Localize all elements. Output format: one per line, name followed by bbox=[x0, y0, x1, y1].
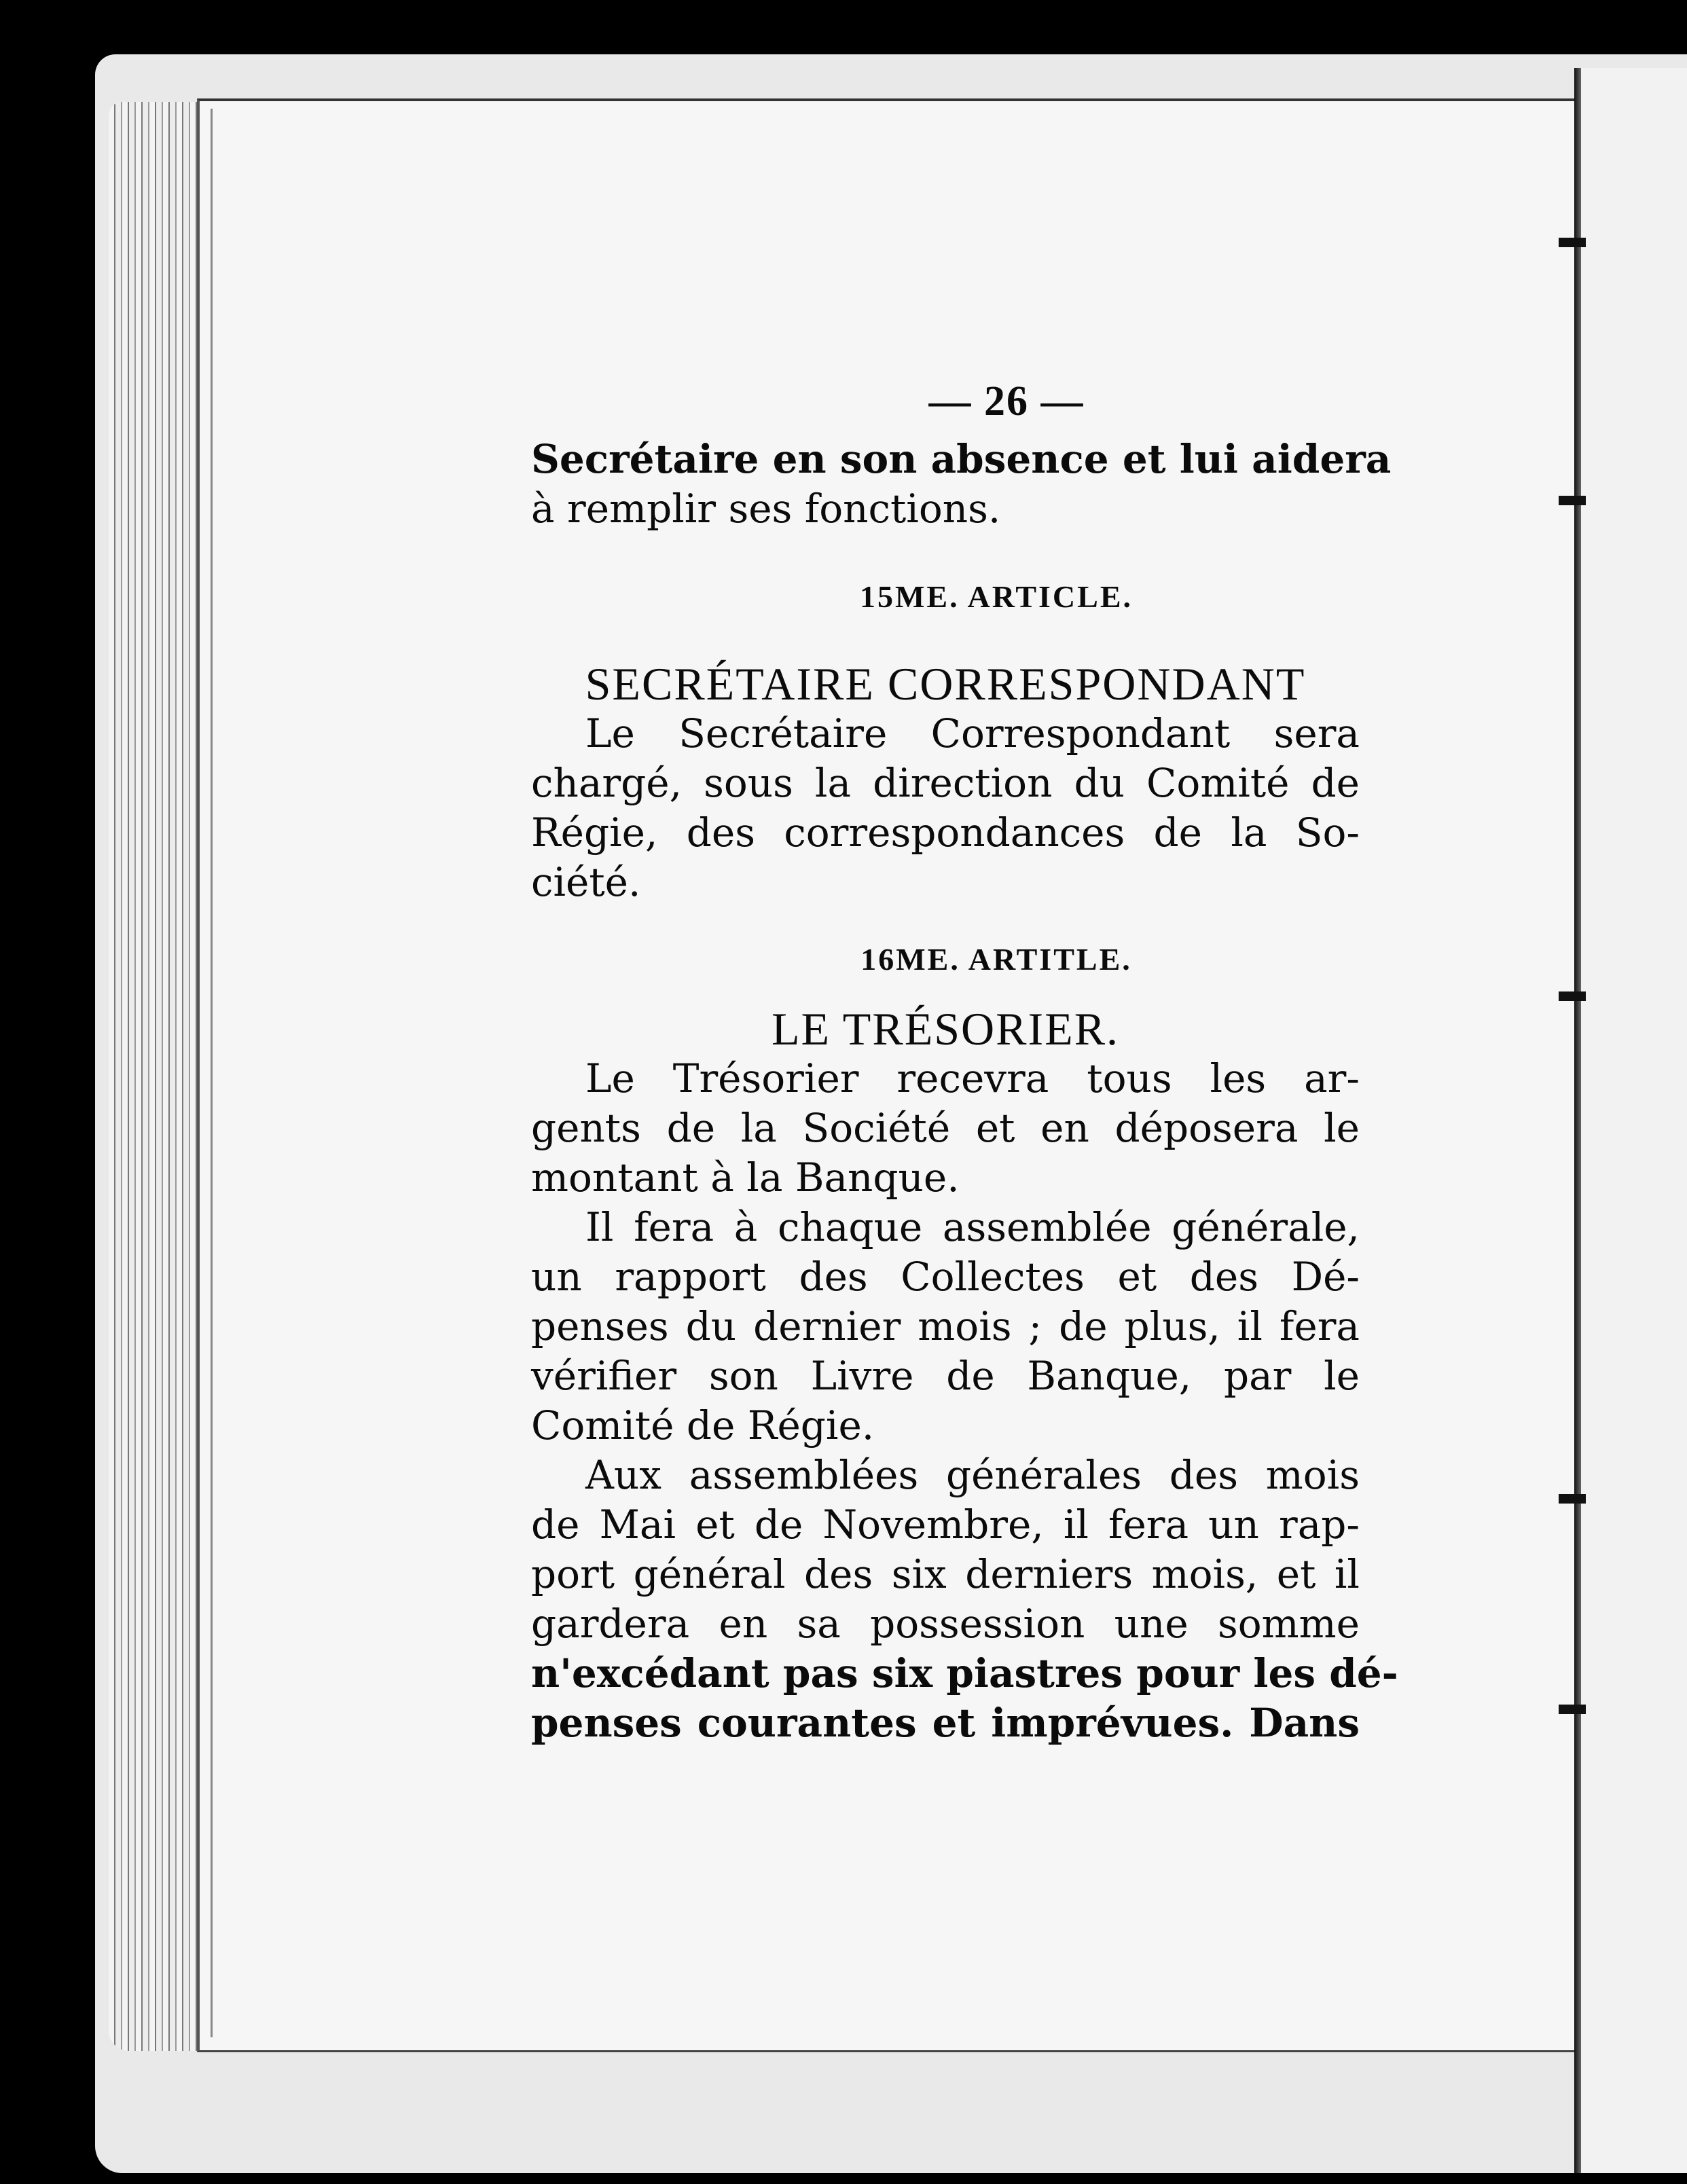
body-line: Comité de Régie. bbox=[531, 1402, 875, 1449]
body-line: chargé, sous la direction du Comité de bbox=[531, 760, 1360, 806]
body-line: montant à la Banque. bbox=[531, 1154, 960, 1201]
facing-page-edge bbox=[1574, 68, 1687, 2173]
body-line: gents de la Société et en déposera le bbox=[531, 1105, 1360, 1151]
article-heading: 15ME. ARTICLE. bbox=[859, 579, 1133, 614]
section-title: LE TRÉSORIER. bbox=[771, 1003, 1120, 1055]
body-line: Le Trésorier recevra tous les ar- bbox=[585, 1055, 1360, 1102]
article-heading: 16ME. ARTITLE. bbox=[860, 942, 1132, 977]
body-line: Il fera à chaque assemblée générale, bbox=[585, 1204, 1360, 1250]
body-line: n'excédant pas six piastres pour les dé- bbox=[531, 1650, 1398, 1696]
body-line: Régie, des correspondances de la So- bbox=[531, 809, 1360, 856]
binding-mark bbox=[1559, 1494, 1586, 1504]
body-line: ciété. bbox=[531, 859, 641, 905]
binding-mark bbox=[1559, 1705, 1586, 1714]
page-number: — 26 — bbox=[928, 378, 1085, 424]
body-line: penses courantes et imprévues. Dans bbox=[531, 1700, 1360, 1746]
binding-mark bbox=[1559, 238, 1586, 247]
body-line: port général des six derniers mois, et il bbox=[531, 1551, 1360, 1597]
gutter-shadow bbox=[1574, 68, 1581, 2173]
body-line: de Mai et de Novembre, il fera un rap- bbox=[531, 1502, 1360, 1548]
page-text bbox=[531, 377, 1398, 1748]
binding-mark bbox=[1559, 991, 1586, 1001]
body-line: Le Secrétaire Correspondant sera bbox=[585, 710, 1360, 757]
section-title: SECRÉTAIRE CORRESPONDANT bbox=[585, 658, 1306, 710]
body-line: un rapport des Collectes et des Dé- bbox=[531, 1254, 1360, 1300]
body-line: à remplir ses fonctions. bbox=[531, 486, 1001, 532]
body-line: Secrétaire en son absence et lui aidera bbox=[531, 436, 1392, 482]
body-line: penses du dernier mois ; de plus, il fera bbox=[531, 1303, 1360, 1349]
body-line: Aux assemblées générales des mois bbox=[585, 1452, 1360, 1498]
body-line: vérifier son Livre de Banque, par le bbox=[531, 1353, 1360, 1399]
page-fold-line bbox=[211, 109, 213, 2037]
binding-mark bbox=[1559, 496, 1586, 505]
body-line: gardera en sa possession une somme bbox=[531, 1601, 1360, 1647]
page-edge-stack bbox=[109, 102, 211, 2051]
